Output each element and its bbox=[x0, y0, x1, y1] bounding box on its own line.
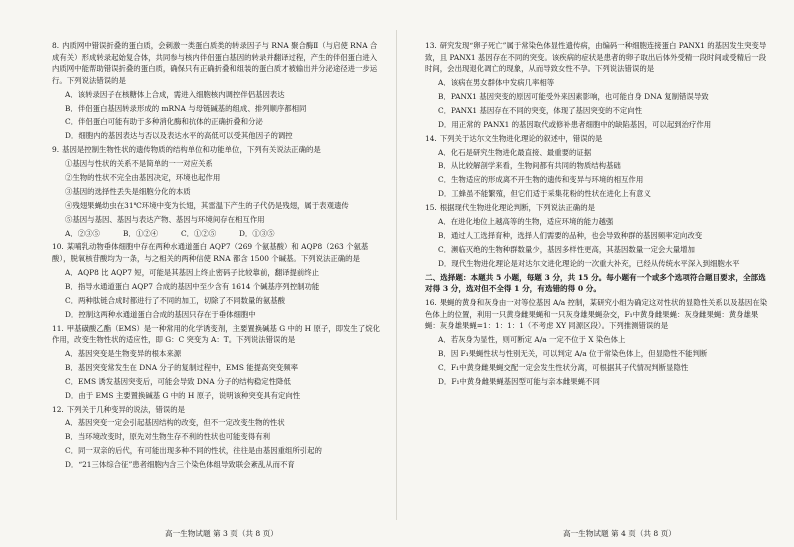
option: B．指导水通道蛋白 AQP7 合成的基因中至少含有 1614 个碱基序列控制功能 bbox=[65, 281, 320, 291]
option: B．①②④ bbox=[123, 228, 158, 238]
option: A．基因突变是生物变异的根本来源 bbox=[65, 349, 182, 358]
option: A．AQP8 比 AQP7 短，可能是其基因上终止密码子比较靠前，翻译提前终止 bbox=[65, 267, 320, 277]
statement: ①基因与性状的关系不是简单的一一对应关系 bbox=[65, 159, 213, 169]
option: B．通过人工选择育种，选择人们需要的品种，也会导致种群的基因频率定向改变 bbox=[438, 230, 703, 240]
section-heading: 二、选择题：本题共 5 小题，每题 3 分，共 15 分。每小题有一个或多个选项符合题目要求，全部选对得 3 分，选对但不全得 1 分，有选错的得 0 分。 bbox=[425, 272, 766, 294]
question-14: 14. 下列关于达尔文生物进化理论的叙述中，错误的是 bbox=[425, 133, 603, 143]
page-footer-4: 高一生物试题 第 4 页（共 8 页） bbox=[563, 529, 676, 538]
question-8: 8. 内质网中错误折叠的蛋白质，会刺激一类蛋白质类的转录因子与 RNA 聚合酶Ⅱ（与启使 RNA 合成有关）形成转录起始复合体，共同参与核内伴侣蛋白基因的转录并翻译过程，产生的伴侣蛋白进入内质网中能帮助错误折叠的蛋白质，确保只有正确折叠和组装的蛋白质才被输出并分泌途径进一步运行。下列说法错误的是 bbox=[52, 41, 378, 85]
options-row bbox=[65, 228, 383, 240]
option: D．F₁中黄身雌果蝇基因型可能与亲本雌果蝇不同 bbox=[438, 376, 600, 386]
option: C．生物适应的形成离不开生物的遗传和变异与环境的相互作用 bbox=[438, 175, 644, 185]
option: D．由于 EMS 主要置换碱基 G 中的 H 原子，说明该种突变具有定向性 bbox=[65, 390, 301, 400]
option: B．PANX1 基因突变的原因可能受外来因素影响，也可能自身 DNA 复制错误导致 bbox=[438, 91, 709, 101]
option: C．F₁中黄身雌果蝇交配一定会发生性状分离，可根据其子代情况判断显隐性 bbox=[438, 362, 689, 372]
question-9: 9. 基因是控制生物性状的遗传物质的结构单位和功能单位，下列有关说法正确的是 bbox=[52, 145, 321, 155]
option: A．该转录因子在核糖体上合成，需进入细胞核内调控伴侣基因表达 bbox=[65, 89, 285, 99]
option: C．①②⑤ bbox=[181, 228, 217, 238]
question-11: 11. 甲基磺酸乙酯（EMS）是一种常用的化学诱变剂，主要置换碱基 G 中的 H 原子，即发生了烷化作用，改变生物性状的适应性，即 G：C 突变为 A：T。下列说法错误的是 bbox=[52, 323, 380, 345]
option: D．“21三体综合征”患者细胞内含三个染色体组导致联会紊乱从而不育 bbox=[65, 460, 295, 470]
option: C．PANX1 基因存在不同的突变，体现了基因突变的不定向性 bbox=[438, 105, 643, 115]
statement: ⑤基因与基因、基因与表达产物、基因与环境间存在相互作用 bbox=[65, 214, 265, 224]
option: B．基因突变常发生在 DNA 分子的复制过程中，EMS 能提高突变频率 bbox=[65, 362, 299, 372]
option: B．从比较解剖学来看，生物间都有共同的物质结构基础 bbox=[438, 161, 621, 171]
option: A．在进化地位上越高等的生物，适应环境的能力越强 bbox=[438, 216, 614, 226]
option: A．该病在男女群体中发病几率相等 bbox=[438, 78, 555, 88]
option: D．控制这两种水通道蛋白合成的基因只存在于垂体细胞中 bbox=[65, 309, 256, 319]
option: C．EMS 诱发基因突变后，可能会导致 DNA 分子的结构稳定性降低 bbox=[65, 376, 291, 386]
option: B．伴侣蛋白基因转录形成的 mRNA 与母链碱基的组成、排列顺序都相同 bbox=[65, 103, 307, 113]
option: C．同一双亲的后代，有可能出现多种不同的性状，往往是由基因重组所引起的 bbox=[65, 446, 322, 456]
option: D．现代生物进化理论是对达尔文进化理论的一次重大补充，已经从传统水平深入到细胞水平 bbox=[438, 258, 740, 268]
question-13: 13. 研究发现“卵子死亡”属于常染色体显性遗传病，由编码一种细胞连接蛋白 PANX1 的基因发生突变导致，且 PANX1 基因存在不同的突变。该疾病的症状是患者的卵子取出后体外受精一段时间或受精后一段时间，会出现退化凋亡的现象，从而导致女性不孕。下列说法错误的是 bbox=[425, 41, 767, 74]
page-footer-3: 高一生物试题 第 3 页（共 8 页） bbox=[165, 529, 278, 538]
option: B．当环境改变时，原先对生物生存不利的性状也可能变得有利 bbox=[65, 432, 270, 442]
option: D．①③⑤ bbox=[239, 228, 275, 238]
option: C．伴侣蛋白可能有助于多种消化酶和抗体的正确折叠和分泌 bbox=[65, 117, 263, 127]
option: C．两种肽链合成时都进行了不同的加工，切除了不同数量的氨基酸 bbox=[65, 295, 285, 305]
option: C．濒临灭绝的生物种群数量少，基因多样性更高，其基因数量一定会大量增加 bbox=[438, 244, 695, 254]
option: B．因 F₁果蝇性状与性别无关，可以判定 A/a 位于常染色体上，但显隐性不能判断 bbox=[438, 349, 708, 358]
question-12: 12. 下列关于几种变异的说法，错误的是 bbox=[52, 404, 186, 414]
page-4 bbox=[397, 0, 794, 547]
option: D．用正常的 PANX1 的基因取代或修补患者细胞中的缺陷基因，可以起到治疗作用 bbox=[438, 119, 712, 129]
option: D．细胞内的基因表达与否以及表达水平的高低可以受其他因子的调控 bbox=[65, 131, 293, 141]
question-16: 16. 果蝇的黄身和灰身由一对等位基因 A/a 控制，某研究小组为确定这对性状的显隐性关系以及基因在染色体上的位置，利用一只黄身雌果蝇和一只灰身雄果蝇杂交，F₁中黄身雌果蝇：灰身雌果蝇：黄身雄果蝇：灰身雄果蝇=1：1：1：1（不考虑 XY 同源区段）。下列推测错误的是 bbox=[425, 298, 768, 331]
question-15: 15. 根据现代生物进化理论判断，下列说法正确的是 bbox=[425, 203, 595, 213]
option: D．工蜂虽不能繁殖，但它们适于采集花粉的性状在进化上有意义 bbox=[438, 189, 651, 199]
question-10: 10. 某哺乳动物垂体细胞中存在两种水通道蛋白 AQP7（269 个氨基酸）和 AQP8（263 个氨基酸），脱氧核苷酸均为一条，与之相关的两种信使 RNA 都含 1500 个碱基。下列说法正确的是 bbox=[52, 242, 369, 264]
statement: ④残翅果蝇幼虫在31℃环境中变为长翅，其雷温下产生的子代仍是残翅，属于表观遗传 bbox=[65, 200, 349, 210]
statement: ③基因的选择性丢失是细胞分化的本质 bbox=[65, 186, 191, 196]
option: A．化石是研究生物进化最直接、最重要的证据 bbox=[438, 147, 592, 157]
statement: ②生物的性状不完全由基因决定，环境也起作用 bbox=[65, 173, 221, 183]
option: A．基因突变一定会引起基因结构的改变，但不一定改变生物的性状 bbox=[65, 418, 285, 428]
option: A．若灰身为显性，则可断定 A/a 一定不位于 X 染色体上 bbox=[438, 335, 626, 345]
option: A．②③⑤ bbox=[65, 228, 100, 238]
